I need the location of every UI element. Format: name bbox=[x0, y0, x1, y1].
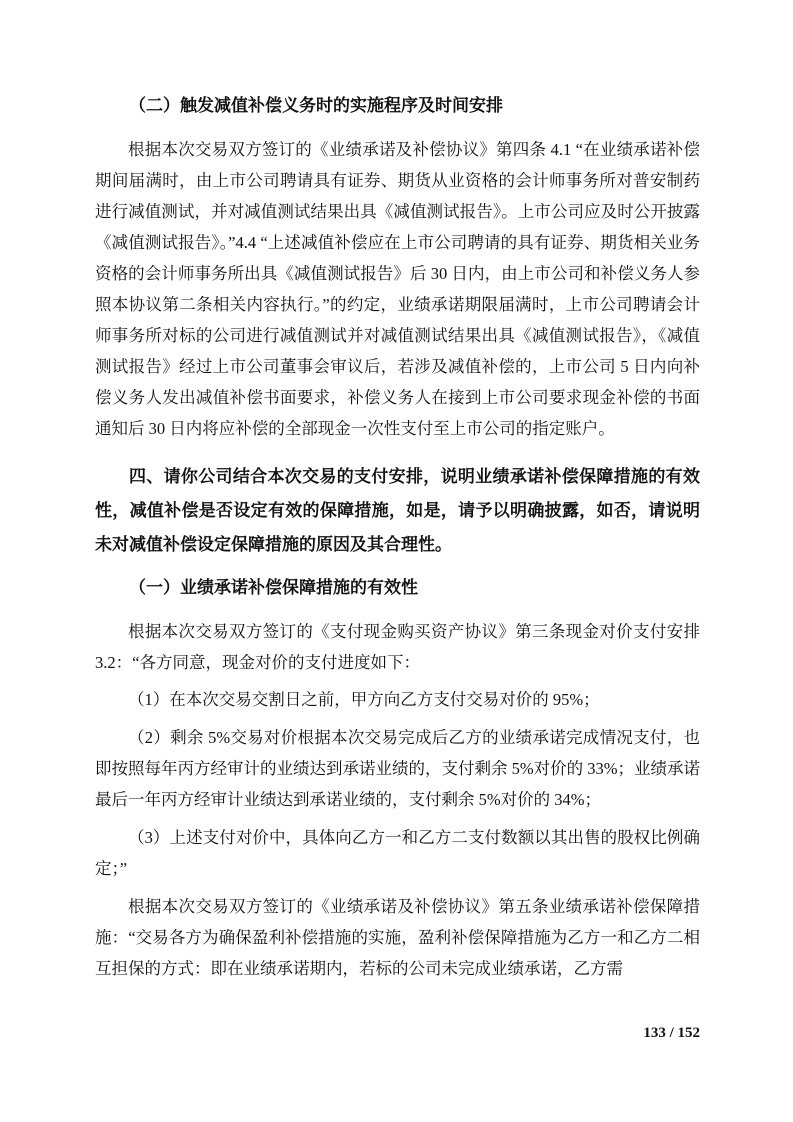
paragraph-guarantee-measures: 根据本次交易双方签订的《业绩承诺及补偿协议》第五条业绩承诺补偿保障措施：“交易各方为确保盈利补偿措施的实施，盈利补偿保障措施为乙方一和乙方二相互担保的方式：即在业绩承诺期内，若标的公司未完成业绩承诺，乙方需 bbox=[95, 897, 700, 978]
list-item-payment-2: （2）剩余 5%交易对价根据本次交易完成后乙方的业绩承诺完成情况支付，也即按照每年丙方经审计的业绩达到承诺业绩的，支付剩余 5%对价的 33%；业绩承诺最后一年丙方经审计业绩达到承诺业绩的，支付剩余 5%对价的 34%； bbox=[95, 728, 700, 809]
paragraph-impairment-test-procedure: 根据本次交易双方签订的《业绩承诺及补偿协议》第四条 4.1 “在业绩承诺补偿期间届满时，由上市公司聘请具有证券、期货从业资格的会计师事务所对普安制药进行减值测试，并对减值测试结果出具《减值测试报告》。上市公司应及时公开披露《减值测试报告》。”4.4 “上述减值补偿应在上市公司聘请的具有证券、期货相关业务资格的会计师事务所出具《减值测试报告》后 30 日内，由上市公司和补偿义务人参照本协议第二条相关内容执行。”的约定，业绩承诺期限届满时，上市公司聘请会计师事务所对标的公司进行减值测试并对减值测试结果出具《减值测试报告》，《减值测试报告》经过上市公司董事会审议后，若涉及减值补偿的，上市公司 5 日内向补偿义务人发出减值补偿书面要求，补偿义务人在接到上市公司要求现金补偿的书面通知后 30 日内将应补偿的全部现金一次性支付至上市公司的指定账户。 bbox=[95, 140, 700, 438]
section-heading-guarantee-effectiveness: （一）业绩承诺补偿保障措施的有效性 bbox=[129, 578, 418, 597]
document-content bbox=[95, 94, 700, 984]
paragraph-inquiry-question-four: 四、请你公司结合本次交易的支付安排，说明业绩承诺补偿保障措施的有效性，减值补偿是否设定有效的保障措施，如是，请予以明确披露，如否，请说明未对减值补偿设定保障措施的原因及其合理性。 bbox=[95, 467, 700, 554]
paragraph-cash-payment-arrangement: 根据本次交易双方签订的《支付现金购买资产协议》第三条现金对价支付安排 3.2：“各方同意，现金对价的支付进度如下： bbox=[95, 622, 700, 672]
list-item-payment-3: （3）上述支付对价中，具体向乙方一和乙方二支付数额以其出售的股权比例确定；” bbox=[95, 828, 700, 878]
list-item-payment-1: （1）在本次交易交割日之前，甲方向乙方支付交易对价的 95%； bbox=[128, 690, 600, 709]
page-number: 133 / 152 bbox=[643, 1025, 700, 1041]
section-heading-impairment-procedure: （二）触发减值补偿义务时的实施程序及时间安排 bbox=[129, 96, 503, 115]
